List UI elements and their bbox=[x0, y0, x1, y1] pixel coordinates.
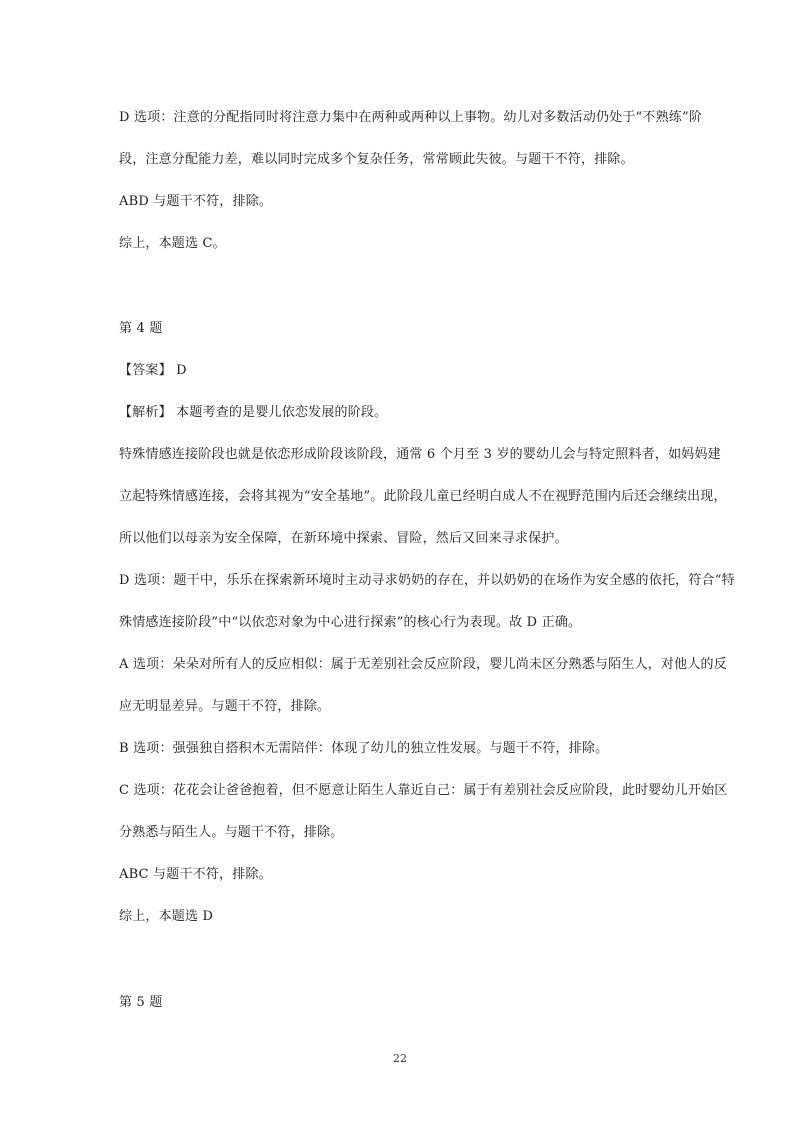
paragraph-abd-exclusion: ABD 与题干不符，排除。 bbox=[119, 194, 273, 209]
paragraph-abc-exclusion: ABC 与题干不符，排除。 bbox=[119, 867, 272, 882]
paragraph-option-c-line-1: C 选项：花花会让爸爸抱着，但不愿意让陌生人靠近自己：属于有差别社会反应阶段，此时婴幼儿开始区 bbox=[119, 783, 728, 798]
paragraph-option-d-q4-line-2: 殊情感连接阶段”中“以依恋对象为中心进行探索”的核心行为表现。故 D 正确。 bbox=[119, 615, 582, 630]
paragraph-option-c-line-2: 分熟悉与陌生人。与题干不符，排除。 bbox=[119, 825, 344, 840]
page-number: 22 bbox=[393, 1052, 407, 1065]
paragraph-attachment-line-1: 特殊情感连接阶段也就是依恋形成阶段该阶段，通常 6 个月至 3 岁的婴幼儿会与特定照料者，如妈妈建 bbox=[119, 447, 721, 462]
paragraph-attachment-line-2: 立起特殊情感连接，会将其视为“安全基地”。此阶段儿童已经明白成人不在视野范围内后还会继续出现， bbox=[119, 489, 727, 504]
paragraph-option-a-line-1: A 选项：朵朵对所有人的反应相似：属于无差别社会反应阶段，婴儿尚未区分熟悉与陌生人，对他人的反 bbox=[119, 657, 727, 672]
paragraph-option-d-q4-line-1: D 选项：题干中，乐乐在探索新环境时主动寻求奶奶的存在，并以奶奶的在场作为安全感的依托，符合“特 bbox=[119, 573, 735, 588]
paragraph-option-d-line-1: D 选项：注意的分配指同时将注意力集中在两种或两种以上事物。幼儿对多数活动仍处于“不熟练”阶 bbox=[119, 110, 703, 125]
question-5-heading: 第 5 题 bbox=[119, 995, 163, 1010]
question-4-heading: 第 4 题 bbox=[119, 321, 163, 336]
paragraph-summary-d: 综上，本题选 D bbox=[119, 909, 214, 924]
analysis-intro: 【解析】 本题考查的是婴儿依恋发展的阶段。 bbox=[119, 405, 388, 420]
answer-label: 【答案】 D bbox=[119, 363, 187, 378]
paragraph-attachment-line-3: 所以他们以母亲为安全保障，在新环境中探索、冒险，然后又回来寻求保护。 bbox=[119, 531, 568, 546]
paragraph-option-b: B 选项：强强独自搭积木无需陪伴：体现了幼儿的独立性发展。与题干不符，排除。 bbox=[119, 741, 609, 756]
paragraph-option-a-line-2: 应无明显差异。与题干不符，排除。 bbox=[119, 699, 331, 714]
paragraph-summary-c: 综上，本题选 C。 bbox=[119, 236, 226, 251]
paragraph-option-d-line-2: 段，注意分配能力差，难以同时完成多个复杂任务，常常顾此失彼。与题干不符，排除。 bbox=[119, 152, 634, 167]
